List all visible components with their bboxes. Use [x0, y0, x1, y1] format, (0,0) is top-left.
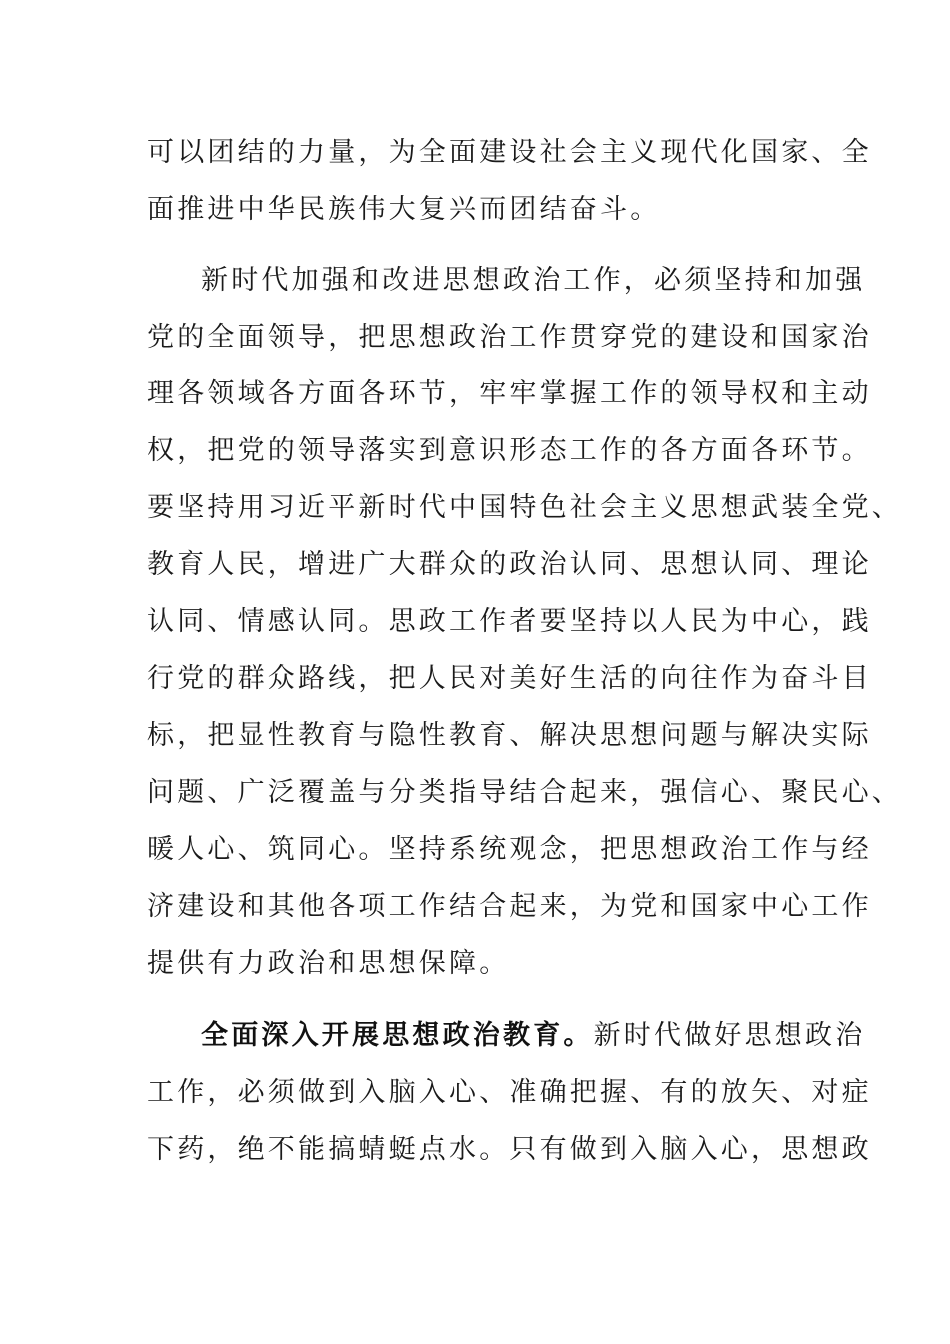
text-line: 提供有力政治和思想保障。 [147, 948, 510, 979]
text-line: 党的全面领导，把思想政治工作贯穿党的建设和国家治 [147, 322, 872, 353]
text-line: 可以团结的力量，为全面建设社会主义现代化国家、全 [147, 137, 872, 168]
text-line: 行党的群众路线，把人民对美好生活的向往作为奋斗目 [147, 663, 872, 694]
text-line: 工作，必须做到入脑入心、准确把握、有的放矢、对症 [147, 1077, 872, 1108]
text-line: 问题、广泛覆盖与分类指导结合起来，强信心、聚民心、 [147, 777, 902, 808]
text-line: 济建设和其他各项工作结合起来，为党和国家中心工作 [147, 891, 872, 922]
text-line: 要坚持用习近平新时代中国特色社会主义思想武装全党、 [147, 492, 902, 523]
text-line: 权，把党的领导落实到意识形态工作的各方面各环节。 [147, 435, 872, 466]
paragraph-first-line [201, 1018, 865, 1054]
text-line: 暖人心、筑同心。坚持系统观念，把思想政治工作与经 [147, 834, 872, 865]
text-line: 面推进中华民族伟大复兴而团结奋斗。 [147, 194, 661, 225]
text-line: 认同、情感认同。思政工作者要坚持以人民为中心，践 [147, 606, 872, 637]
section-heading: 全面深入开展思想政治教育。 [201, 1020, 594, 1051]
text-line: 标，把显性教育与隐性教育、解决思想问题与解决实际 [147, 720, 872, 751]
text-run: 新时代做好思想政治 [593, 1020, 866, 1051]
text-line: 新时代加强和改进思想政治工作，必须坚持和加强 [201, 265, 866, 296]
text-line: 教育人民，增进广大群众的政治认同、思想认同、理论 [147, 549, 872, 580]
text-line: 理各领域各方面各环节，牢牢掌握工作的领导权和主动 [147, 378, 872, 409]
text-line: 下药，绝不能搞蜻蜓点水。只有做到入脑入心，思想政 [147, 1134, 872, 1165]
